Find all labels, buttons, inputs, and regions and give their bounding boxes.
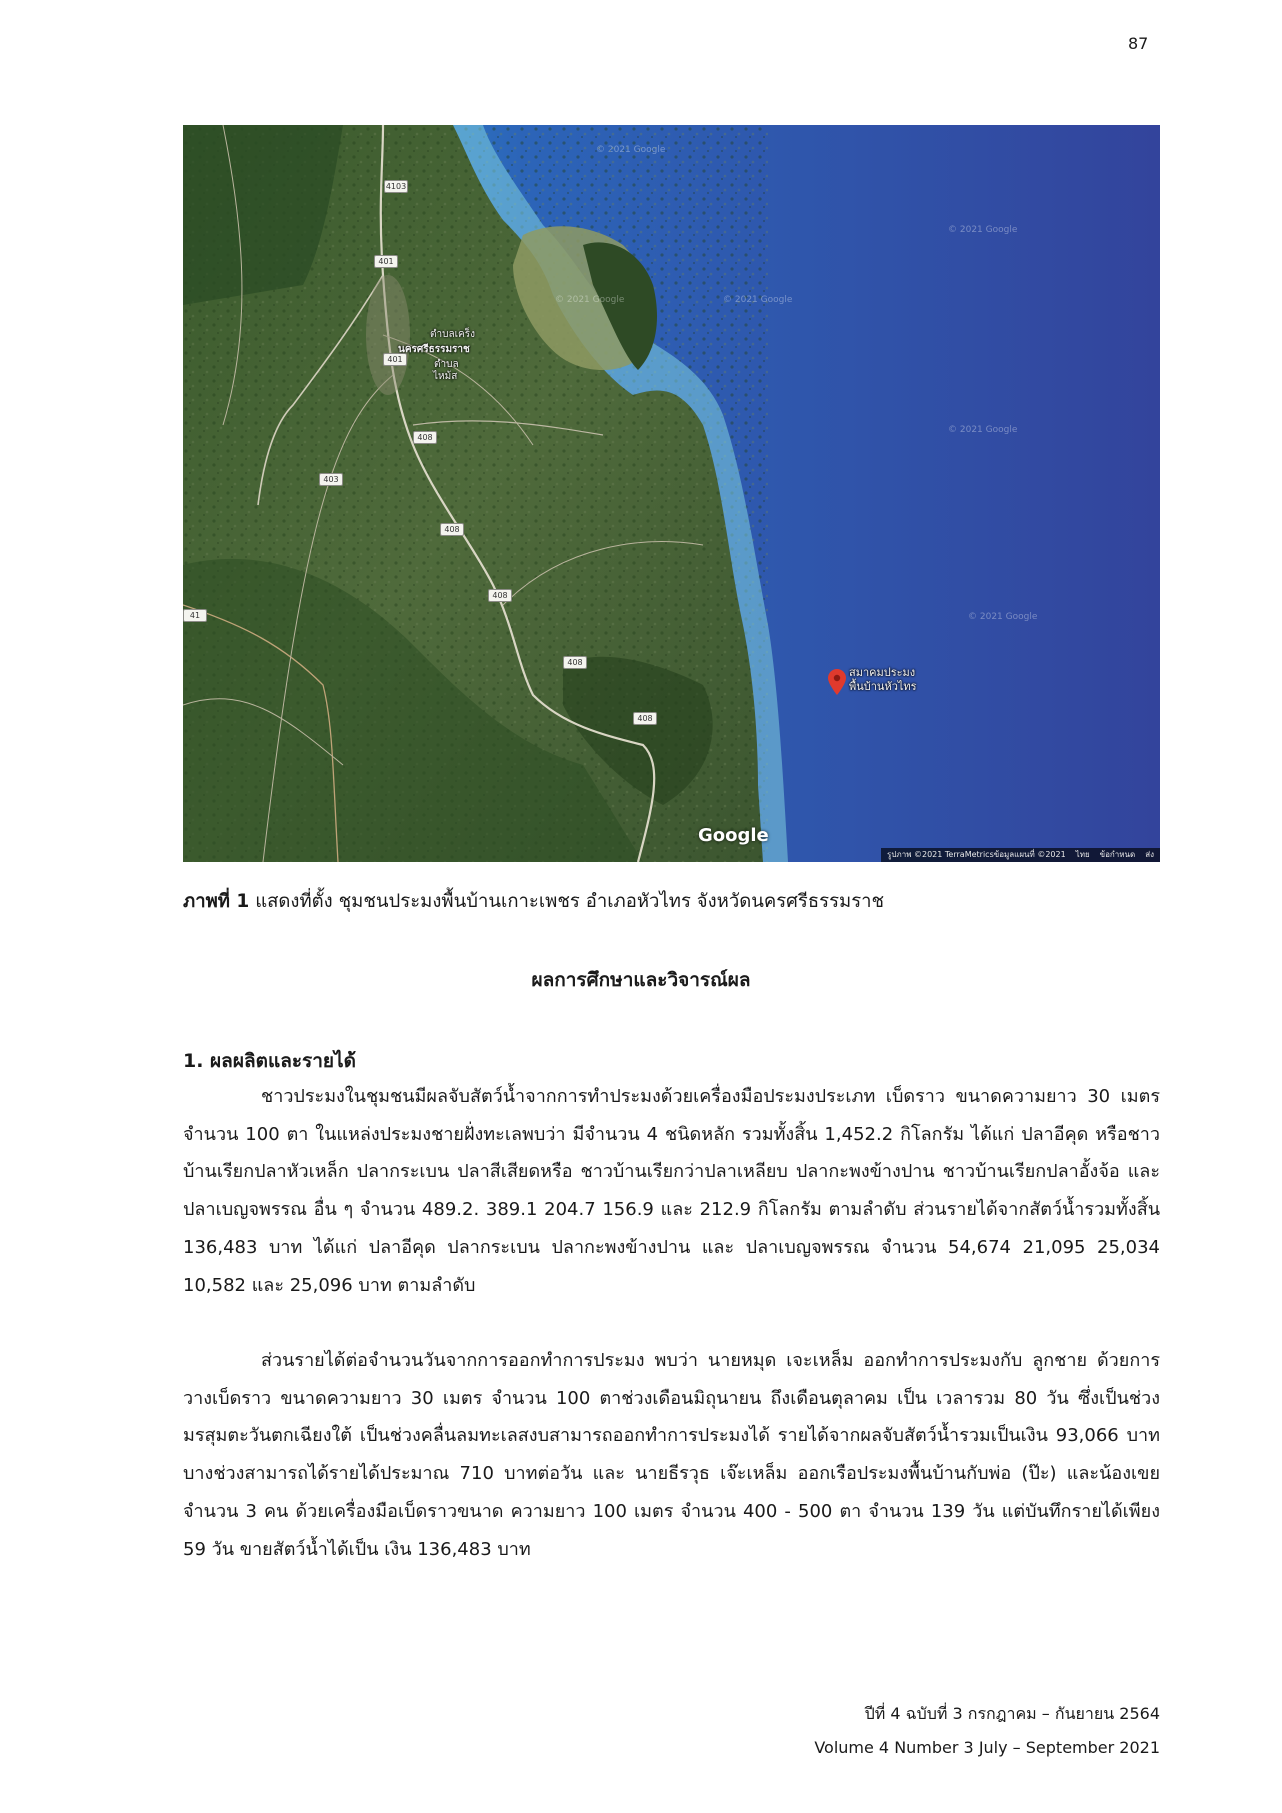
marker-label-line2: พื้นบ้านหัวไทร (849, 680, 917, 693)
attribution-send[interactable]: ส่ง (1145, 850, 1154, 859)
road-shield: 4103 (385, 182, 407, 191)
place-label: ไหม้ส (433, 371, 458, 382)
road-shield: 408 (488, 589, 512, 602)
road-shield: 401 (374, 255, 398, 268)
footer-thai-issue: ปีที่ 4 ฉบับที่ 3 กรกฎาคม – กันยายน 2564 (864, 1704, 1160, 1723)
figure-caption-text: แสดงที่ตั้ง ชุมชนประมงพื้นบ้านเกาะเพชร อำเภอหัวไทร จังหวัดนครศรีธรรมราช (255, 891, 885, 912)
body-paragraph (183, 1078, 1160, 1304)
road-shield: 408 (440, 523, 464, 536)
journal-footer (814, 1697, 1160, 1765)
page-number: 87 (1128, 34, 1149, 53)
map-watermark: © 2021 Google (723, 295, 793, 305)
subheading: 1. ผลผลิตและรายได้ (183, 1050, 356, 1072)
paragraph-text: ชาวประมงในชุมชนมีผลจับสัตว์น้ำจากการทำประมงด้วยเครื่องมือประมงประเภท เบ็ดราว ขนาดความยาว 30 เมตร จำนวน 100 ตา ในแหล่งประมงชายฝั่งทะเลพบว่า มีจำนวน 4 ชนิดหลัก รวมทั้งสิ้น 1,452.2 กิโลกรัม ได้แก่ ปลาอีคุด หรือชาวบ้านเรียกปลาหัวเหล็ก ปลากระเบน ปลาสีเสียดหรือ ชาวบ้านเรียกว่าปลาเหลียบ ปลากะพงข้างปาน ชาวบ้านเรียกปลาอั้งจ้อ และปลาเบญจพรรณ อื่น ๆ จำนวน 489.2. 389.1 204.7 156.9 และ 212.9 กิโลกรัม ตามลำดับ ส่วนรายได้จากสัตว์น้ำรวมทั้งสิ้น 136,483 บาท ได้แก่ ปลาอีคุด ปลากระเบน ปลากะพงข้างปาน และ ปลาเบญจพรรณ จำนวน 54,674 21,095 25,034 10,582 และ 25,096 บาท ตามลำดับ (183, 1086, 1160, 1296)
map-attribution-bar (881, 848, 1160, 862)
attribution-terms[interactable]: ข้อกำหนด (1099, 850, 1136, 859)
body-paragraph (183, 1342, 1160, 1568)
attribution-imagery: รูปภาพ ©2021 TerraMetricsข้อมูลแผนที่ ©2021 (887, 850, 1066, 859)
satellite-map-figure (183, 125, 1160, 862)
road-shield: 403 (319, 473, 343, 486)
location-pin-icon[interactable] (828, 669, 846, 695)
google-logo: Google (698, 825, 769, 846)
road-shield: 401 (383, 353, 407, 366)
road-shield: 408 (563, 656, 587, 669)
map-watermark: © 2021 Google (555, 295, 625, 305)
place-label: นครศรีธรรมราช (398, 344, 470, 355)
figure-caption-label: ภาพที่ 1 (183, 891, 250, 912)
road-shield: 408 (633, 712, 657, 725)
attribution-language[interactable]: ไทย (1075, 850, 1090, 859)
map-watermark: © 2021 Google (948, 425, 1018, 435)
section-heading: ผลการศึกษาและวิจารณ์ผล (531, 969, 751, 991)
figure-caption (183, 887, 1163, 916)
place-label: ตำบล (434, 359, 459, 370)
paragraph-text: ส่วนรายได้ต่อจำนวนวันจากการออกทำการประมง พบว่า นายหมุด เจะเหล็ม ออกทำการประมงกับ ลูกชาย ด้วยการวางเบ็ดราว ขนาดความยาว 30 เมตร จำนวน 100 ตาช่วงเดือนมิถุนายน ถึงเดือนตุลาคม เป็น เวลารวม 80 วัน ซึ่งเป็นช่วงมรสุมตะวันตกเฉียงใต้ เป็นช่วงคลื่นลมทะเลสงบสามารถออกทำการประมงได้ รายได้จากผลจับสัตว์น้ำรวมเป็นเงิน 93,066 บาท บางช่วงสามารถได้รายได้ประมาณ 710 บาทต่อวัน และ นายธีรวุธ เจ๊ะเหล็ม ออกเรือประมงพื้นบ้านกับพ่อ (ป๊ะ) และน้องเขย จำนวน 3 คน ด้วยเครื่องมือเบ็ดราวขนาด ความยาว 100 เมตร จำนวน 400 - 500 ตา จำนวน 139 วัน แต่บันทึกรายได้เพียง 59 วัน ขายสัตว์น้ำได้เป็น เงิน 136,483 บาท (183, 1350, 1160, 1560)
road-shield: 408 (413, 431, 437, 444)
marker-label (849, 666, 917, 694)
map-watermark: © 2021 Google (596, 145, 666, 155)
place-label: ตำบลเคร็ง (430, 329, 475, 340)
map-watermark: © 2021 Google (948, 225, 1018, 235)
satellite-map-image (183, 125, 1160, 862)
map-watermark: © 2021 Google (968, 612, 1038, 622)
marker-label-line1: สมาคมประมง (849, 666, 916, 679)
footer-english-issue: Volume 4 Number 3 July – September 2021 (814, 1738, 1160, 1757)
road-shield: 41 (183, 609, 207, 622)
